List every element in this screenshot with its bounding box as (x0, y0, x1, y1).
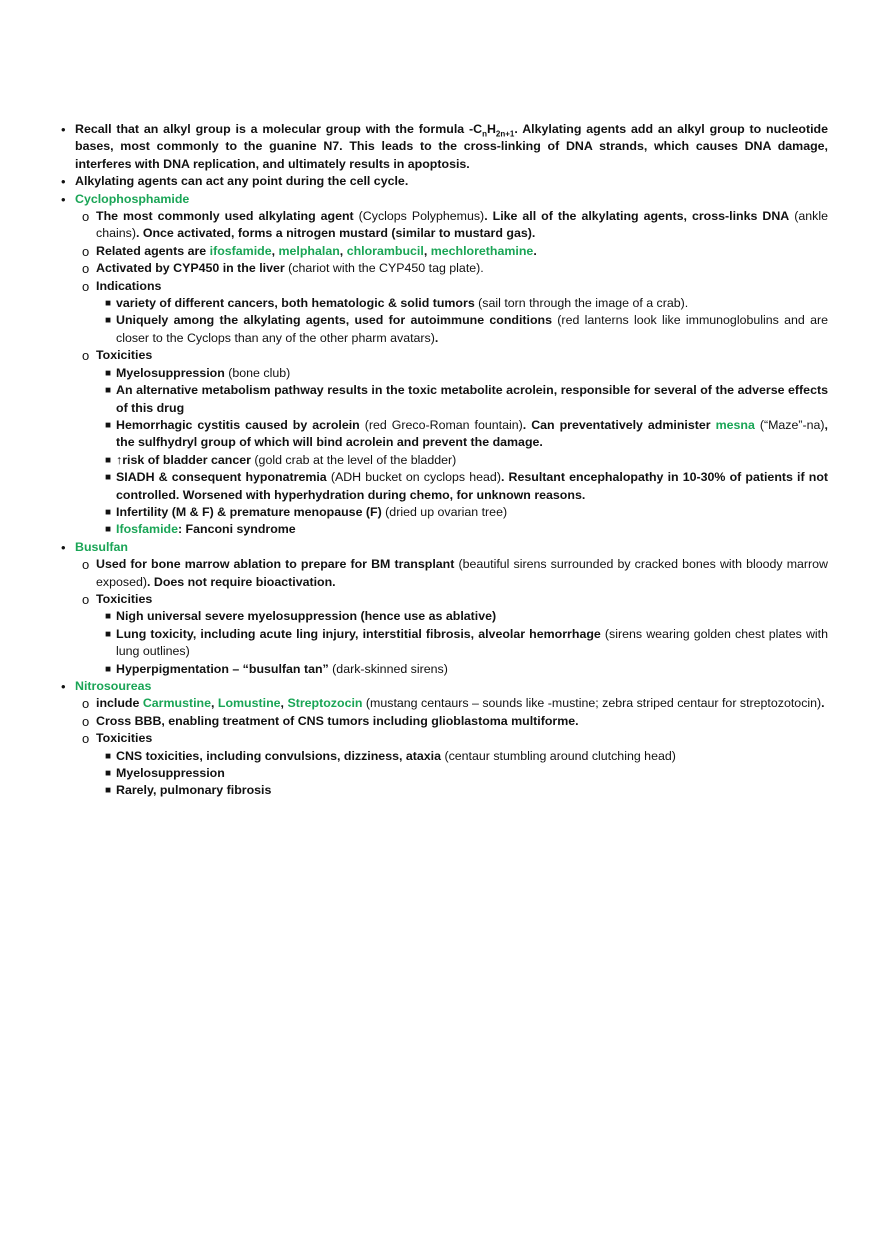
sub-bullet-marker: o (82, 278, 90, 294)
square-bullet-marker: ■ (105, 385, 112, 397)
nitro-tox-myelosuppression: ■ Myelosuppression (116, 765, 828, 782)
sub-bullet-marker: o (82, 591, 90, 607)
nitro-tox-pulmonary-fibrosis: ■ Rarely, pulmonary fibrosis (116, 782, 828, 799)
nitro-include: o include Carmustine, Lomustine, Streptozocin (mustang centaurs – sounds like -mustine; zebra striped centaur for streptozotocin). (82, 696, 825, 712)
bullet-cell-cycle: • Alkylating agents can act any point during the cell cycle. (61, 174, 409, 190)
cyclo-tox-acrolein: ■ An alternative metabolism pathway results in the toxic metabolite acrolein, responsible for several of the adverse effects of this drug (105, 383, 828, 415)
bullet-marker: • (61, 174, 66, 190)
square-bullet-marker: ■ (105, 367, 112, 379)
heading-busulfan: • Busulfan (61, 539, 129, 555)
sub-bullet-marker: o (82, 348, 90, 364)
nitro-toxicities-label: o Toxicities (82, 731, 153, 747)
nitro-bbb: o Cross BBB, enabling treatment of CNS tumors including glioblastoma multiforme. (82, 713, 579, 729)
square-bullet-marker: ■ (105, 611, 112, 623)
sub-bullet-marker: o (82, 557, 90, 573)
cyclo-tox-ifosfamide-fanconi: ■ Ifosfamide: Fanconi syndrome (116, 521, 828, 538)
sub-bullet-marker: o (82, 209, 90, 225)
cyclo-most-common: o The most commonly used alkylating agent (Cyclops Polyphemus). Like all of the alkylating agents, cross-links DNA (ankle chains). Once activated, forms a nitrogen mustard (similar to mustard gas). (82, 209, 828, 241)
square-bullet-marker: ■ (105, 315, 112, 327)
square-bullet-marker: ■ (105, 524, 112, 536)
busulfan-use: o Used for bone marrow ablation to prepare for BM transplant (beautiful sirens surrounded by cracked bones with bloody marrow exposed). Does not require bioactivation. (82, 557, 828, 589)
cyclo-related-agents: o Related agents are ifosfamide, melphalan, chlorambucil, mechlorethamine. (82, 243, 537, 259)
square-bullet-marker: ■ (105, 454, 112, 466)
sub-bullet-marker: o (82, 243, 90, 259)
cyclo-indication-cancers: ■ variety of different cancers, both hematologic & solid tumors (sail torn through the image of a crab). (116, 295, 828, 312)
bullet-marker: • (61, 539, 66, 555)
notes-page (0, 121, 880, 800)
square-bullet-marker: ■ (105, 785, 112, 797)
busulfan-toxicities-label: o Toxicities (82, 591, 153, 607)
bullet-marker: • (61, 191, 66, 207)
cyclo-tox-myelosuppression: ■ Myelosuppression (bone club) (116, 365, 828, 382)
square-bullet-marker: ■ (105, 663, 112, 675)
busulfan-tox-hyperpigmentation: ■ Hyperpigmentation – “busulfan tan” (dark-skinned sirens) (116, 661, 828, 678)
square-bullet-marker: ■ (105, 628, 112, 640)
square-bullet-marker: ■ (105, 750, 112, 762)
sub-bullet-marker: o (82, 731, 90, 747)
sub-bullet-marker: o (82, 261, 90, 277)
square-bullet-marker: ■ (105, 768, 112, 780)
bullet-alkyl-definition: • Recall that an alkyl group is a molecular group with the formula $-C_nH_{2n+1}$. Alkylating agents add an alkyl group to nucleotide bases, most commonly to the guanine N7. This leads to the cross-linking of DNA strands, which causes DNA damage, interferes with DNA replication, and ultimately results in apoptosis. (61, 122, 828, 171)
cyclo-tox-infertility: ■ Infertility (M & F) & premature menopause (F) (dried up ovarian tree) (116, 504, 828, 521)
cyclo-indication-autoimmune: ■ Uniquely among the alkylating agents, used for autoimmune conditions (red lanterns look like immunoglobulins and are closer to the Cyclops than any of the other pharm avatars). (105, 313, 828, 345)
up-arrow-icon: ↑ (116, 452, 123, 467)
busulfan-tox-lung: ■ Lung toxicity, including acute ling injury, interstitial fibrosis, alveolar hemorrhage (sirens wearing golden chest plates with lung outlines) (105, 626, 828, 659)
cyclo-indications-label: o Indications (82, 278, 162, 294)
bullet-marker: • (61, 679, 66, 694)
cyclo-toxicities-label: o Toxicities (82, 348, 153, 364)
square-bullet-marker: ■ (105, 298, 112, 310)
square-bullet-marker: ■ (105, 506, 112, 518)
nitro-tox-cns: ■ CNS toxicities, including convulsions, dizziness, ataxia (centaur stumbling around clutching head) (116, 748, 828, 765)
cyclo-activation: o Activated by CYP450 in the liver (chariot with the CYP450 tag plate). (82, 261, 484, 277)
square-bullet-marker: ■ (105, 472, 112, 484)
busulfan-tox-myelosuppression: ■ Nigh universal severe myelosuppression (hence use as ablative) (116, 608, 828, 625)
cyclo-tox-hemorrhagic-cystitis: ■ Hemorrhagic cystitis caused by acrolein (red Greco-Roman fountain). Can preventatively administer mesna (“Maze”-na), the sulfhydryl group of which will bind acrolein and prevent the damage. (105, 417, 828, 450)
bullet-marker: • (61, 122, 66, 137)
square-bullet-marker: ■ (105, 419, 112, 431)
sub-bullet-marker: o (82, 713, 90, 729)
heading-nitrosoureas: • Nitrosoureas (61, 679, 152, 694)
cyclo-tox-siadh: ■ SIADH & consequent hyponatremia (ADH bucket on cyclops head). Resultant encephalopathy in 10-30% of patients if not controlled. Worsened with hyperhydration during chemo, for unknown reasons. (105, 470, 829, 502)
heading-cyclophosphamide: • Cyclophosphamide (61, 191, 190, 207)
cyclo-tox-bladder-cancer: ■ ↑risk of bladder cancer (gold crab at the level of the bladder) (116, 452, 828, 469)
sub-bullet-marker: o (82, 696, 90, 712)
